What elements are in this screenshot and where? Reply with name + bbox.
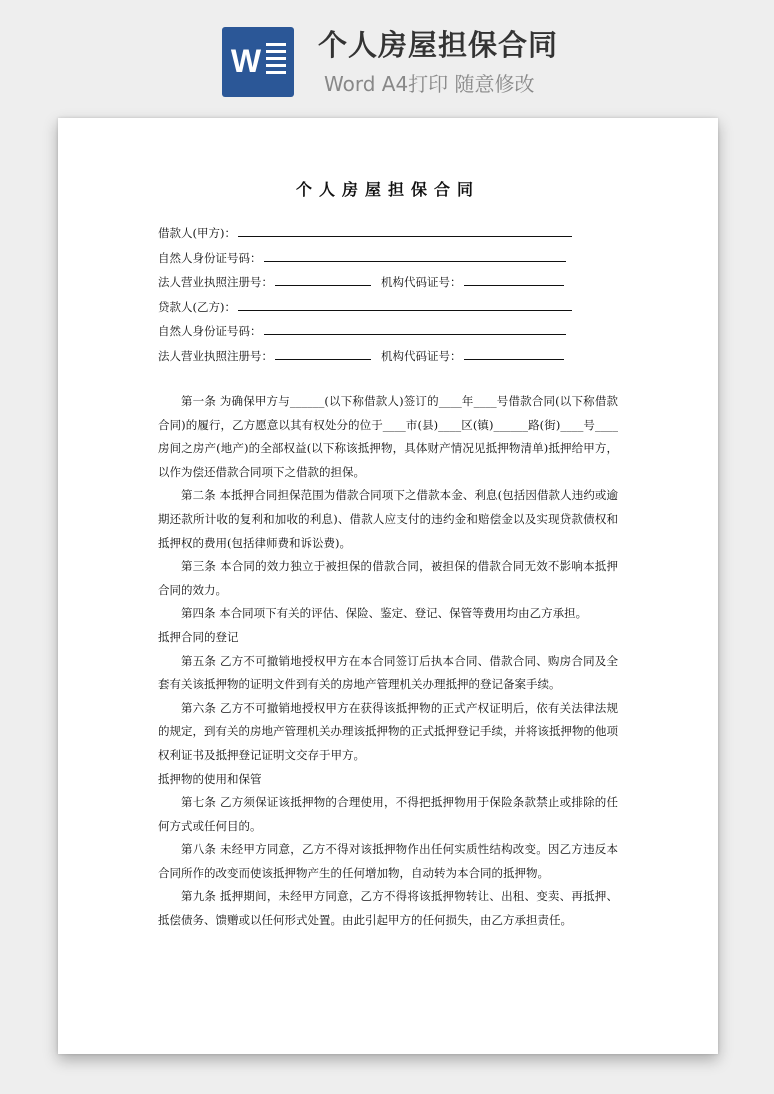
- article-5: 第五条 乙方不可撤销地授权甲方在本合同签订后执本合同、借款合同、购房合同及全套有关该抵押物的证明文件到有关的房地产管理机关办理抵押的登记备案手续。: [158, 653, 618, 692]
- word-icon-letter: W: [230, 43, 262, 79]
- field-label: 借款人(甲方)：: [158, 226, 236, 240]
- field-blank-line: [464, 271, 564, 286]
- party-fields: [158, 221, 588, 368]
- field-label: 自然人身份证号码：: [158, 324, 262, 338]
- article-3: 第三条 本合同的效力独立于被担保的借款合同，被担保的借款合同无效不影响本抵押合同的效力。: [158, 559, 618, 597]
- header-banner: [0, 0, 774, 118]
- field-blank-line: [238, 222, 572, 237]
- field-row-borrower: [158, 221, 588, 246]
- field-label: 自然人身份证号码：: [158, 250, 262, 265]
- banner-subtitle: Word A4打印 随意修改: [324, 72, 535, 96]
- article-9: 第九条 抵押期间，未经甲方同意，乙方不得将该抵押物转让、出租、变卖、再抵押、抵偿债务、馈赠或以任何形式处置。由此引起甲方的任何损失，由乙方承担责任。: [158, 889, 618, 928]
- field-row-borrower-id: [158, 246, 588, 271]
- field-blank-line: [275, 345, 371, 360]
- article-8: 第八条 未经甲方同意，乙方不得对该抵押物作出任何实质性结构改变。因乙方违反本合同所作的改变而使该抵押物产生的任何增加物，自动转为本合同的抵押物。: [158, 842, 618, 880]
- field-label: 机构代码证号：: [381, 348, 462, 363]
- article-1: 第一条 为确保甲方与______(以下称借款人)签订的____年____号借款合同(以下称借款合同)的履行，乙方愿意以其有权处分的位于____市(县)____区(镇)______路(街)____号____房间之房产(地产)的全部权益(以下称该抵押物，具体财产情况见抵押物清单)抵押给甲方，以作为偿还借款合同项下之借款的担保。: [158, 394, 618, 479]
- field-label: 法人营业执照注册号：: [158, 348, 273, 363]
- field-label: 法人营业执照注册号：: [158, 275, 273, 289]
- field-row-borrower-license: [158, 270, 588, 295]
- article-2: 第二条 本抵押合同担保范围为借款合同项下之借款本金、利息(包括因借款人违约或逾期还款所计收的复利和加收的利息)、借款人应支付的违约金和赔偿金以及实现贷款债权和抵押权的费用(包括律师费和诉讼费)。: [158, 488, 618, 550]
- field-label: 机构代码证号：: [381, 275, 462, 289]
- document-title: 个人房屋担保合同: [295, 180, 480, 199]
- field-blank-line: [238, 296, 572, 311]
- field-blank-line: [264, 320, 566, 335]
- field-blank-line: [264, 247, 566, 262]
- field-blank-line: [464, 345, 564, 360]
- banner-title: 个人房屋担保合同: [318, 28, 559, 62]
- contract-body: [158, 390, 618, 933]
- article-6: 第六条 乙方不可撤销地授权甲方在获得该抵押物的正式产权证明后，依有关法律法规的规定，到有关的房地产管理机关办理该抵押物的正式抵押登记手续，并将该抵押物的他项权利证书及抵押登记证明文交存于甲方。: [158, 700, 618, 762]
- word-icon-lines: [266, 43, 286, 81]
- word-document-icon: [222, 27, 294, 97]
- field-blank-line: [275, 271, 371, 286]
- field-row-lender-license: [158, 344, 588, 369]
- section-heading-registration: 抵押合同的登记: [158, 629, 239, 644]
- article-7: 第七条 乙方须保证该抵押物的合理使用，不得把抵押物用于保险条款禁止或排除的任何方式或任何目的。: [158, 795, 618, 833]
- document-page: [58, 118, 718, 1054]
- article-4: 第四条 本合同项下有关的评估、保险、鉴定、登记、保管等费用均由乙方承担。: [181, 606, 588, 621]
- field-label: 贷款人(乙方)：: [158, 299, 236, 314]
- field-row-lender-id: [158, 319, 588, 344]
- field-row-lender: [158, 295, 588, 320]
- section-heading-use-custody: 抵押物的使用和保管: [158, 771, 262, 786]
